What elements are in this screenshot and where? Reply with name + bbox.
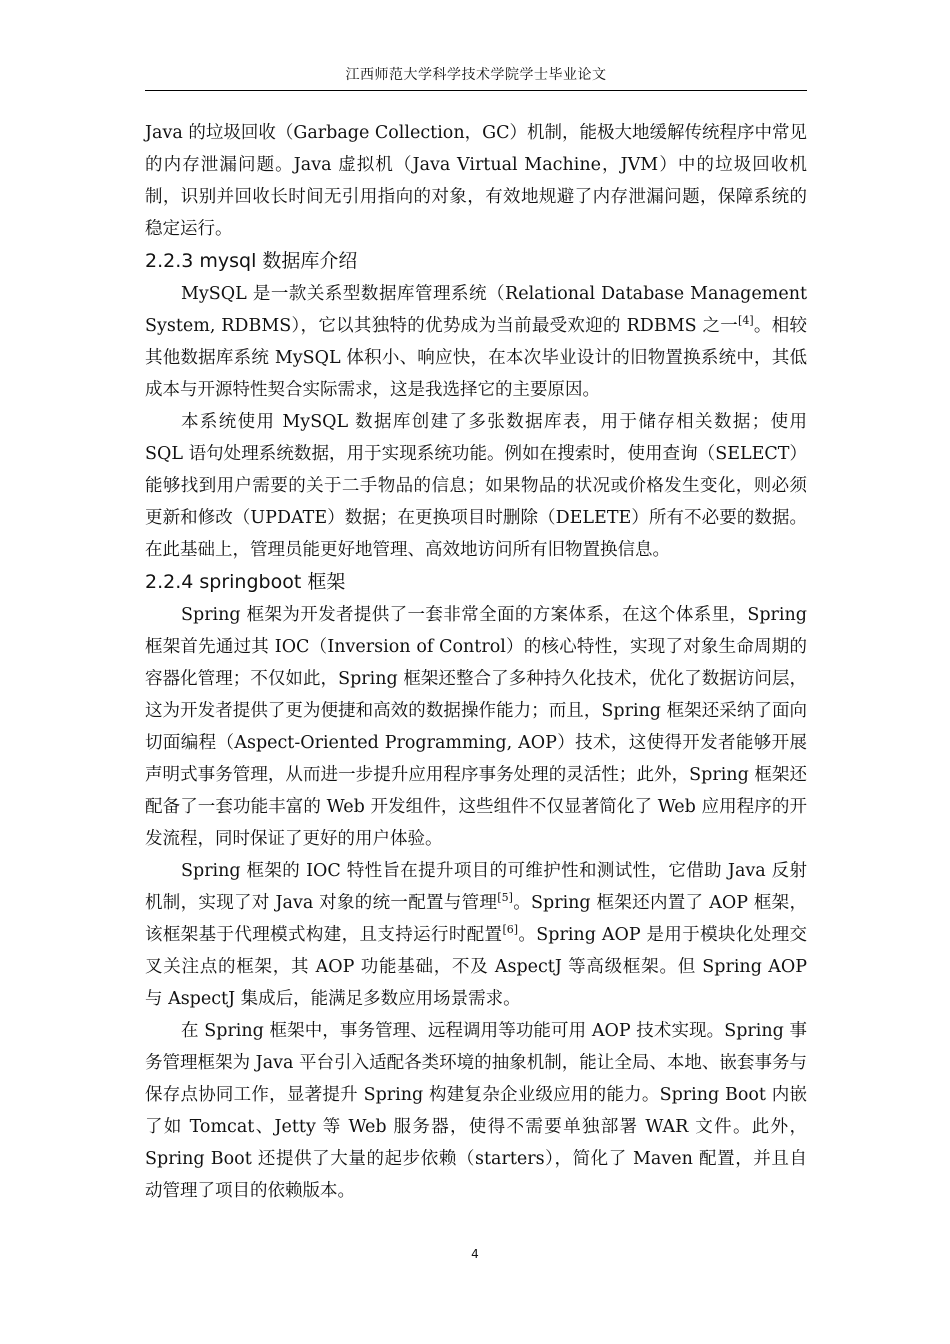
paragraph-text: 。Spring AOP 是用于模块化处理交叉关注点的框架，其 AOP 功能基础，不及 AspectJ 等高级框架。但 Spring AOP 与 AspectJ 集成后，能满足多数应用场景需求。 — [145, 925, 808, 1009]
page-body — [145, 117, 807, 1207]
paragraph-jvm-gc: Java 的垃圾回收（Garbage Collection，GC）机制，能极大地缓解传统程序中常见的内存泄漏问题。Java 虚拟机（Java Virtual Machine，JVM）中的垃圾回收机制，识别并回收长时间无引用指向的对象，有效地规避了内存泄漏问题，保障系统的稳定运行。 — [145, 123, 807, 239]
paragraph-spring-overview: Spring 框架为开发者提供了一套非常全面的方案体系，在这个体系里，Spring 框架首先通过其 IOC（Inversion of Control）的核心特性，实现了对象生命周期的容器化管理；不仅如此，Spring 框架还整合了多种持久化技术，优化了数据访问层，这为开发者提供了更为便捷和高效的数据操作能力；而且，Spring 框架还采纳了面向切面编程（Aspect-Oriented Programming, AOP）技术，这使得开发者能够开展声明式事务管理，从而进一步提升应用程序事务处理的灵活性；此外，Spring 框架还配备了一套功能丰富的 Web 开发组件，这些组件不仅显著简化了 Web 应用程序的开发流程，同时保证了更好的用户体验。 — [145, 605, 807, 849]
running-header — [145, 62, 807, 91]
header-title: 江西师范大学科学技术学院学士毕业论文 — [345, 67, 607, 83]
page-number: 4 — [471, 1247, 479, 1261]
paragraph-text: Spring 框架的 IOC 特性旨在提升项目的可维护性和测试性，它借助 Java 反射机制，实现了对 Java 对象的统一配置与管理 — [145, 861, 807, 913]
paragraph-text: 。Spring 框架还内置了 AOP 框架，该框架基于代理模式构建，且支持运行时配置 — [145, 893, 807, 945]
citation-6: [6] — [502, 923, 519, 937]
paragraph-spring-boot: 在 Spring 框架中，事务管理、远程调用等功能可用 AOP 技术实现。Spring 事务管理框架为 Java 平台引入适配各类环境的抽象机制，能让全局、本地、嵌套事务与保存点协同工作，显著提升 Spring 构建复杂企业级应用的能力。Spring Boot 内嵌了如 Tomcat、Jetty 等 Web 服务器，使得不需要单独部署 WAR 文件。此外，Spring Boot 还提供了大量的起步依赖（starters），简化了 Maven 配置，并且自动管理了项目的依赖版本。 — [145, 1021, 807, 1201]
section-heading-springboot: 2.2.4 springboot 框架 — [145, 571, 346, 593]
paragraph-text: 。相较其他数据库系统 MySQL 体积小、响应快，在本次毕业设计的旧物置换系统中，其低成本与开源特性契合实际需求，这是我选择它的主要原因。 — [145, 316, 807, 400]
paragraph-text: MySQL 是一款关系型数据库管理系统（Relational Database Management System, RDBMS），它以其独特的优势成为当前最受欢迎的 RDBMS 之一 — [145, 284, 807, 336]
paragraph-mysql-intro — [145, 278, 807, 406]
paragraph-spring-ioc-aop — [145, 855, 807, 1015]
citation-4: [4] — [738, 314, 754, 328]
section-heading-mysql: 2.2.3 mysql 数据库介绍 — [145, 250, 358, 272]
citation-5: [5] — [497, 891, 513, 905]
paragraph-mysql-usage: 本系统使用 MySQL 数据库创建了多张数据库表，用于储存相关数据；使用 SQL 语句处理系统数据，用于实现系统功能。例如在搜索时，使用查询（SELECT）能够找到用户需要的关于二手物品的信息；如果物品的状况或价格发生变化，则必须更新和修改（UPDATE）数据；在更换项目时删除（DELETE）所有不必要的数据。在此基础上，管理员能更好地管理、高效地访问所有旧物置换信息。 — [145, 412, 807, 560]
